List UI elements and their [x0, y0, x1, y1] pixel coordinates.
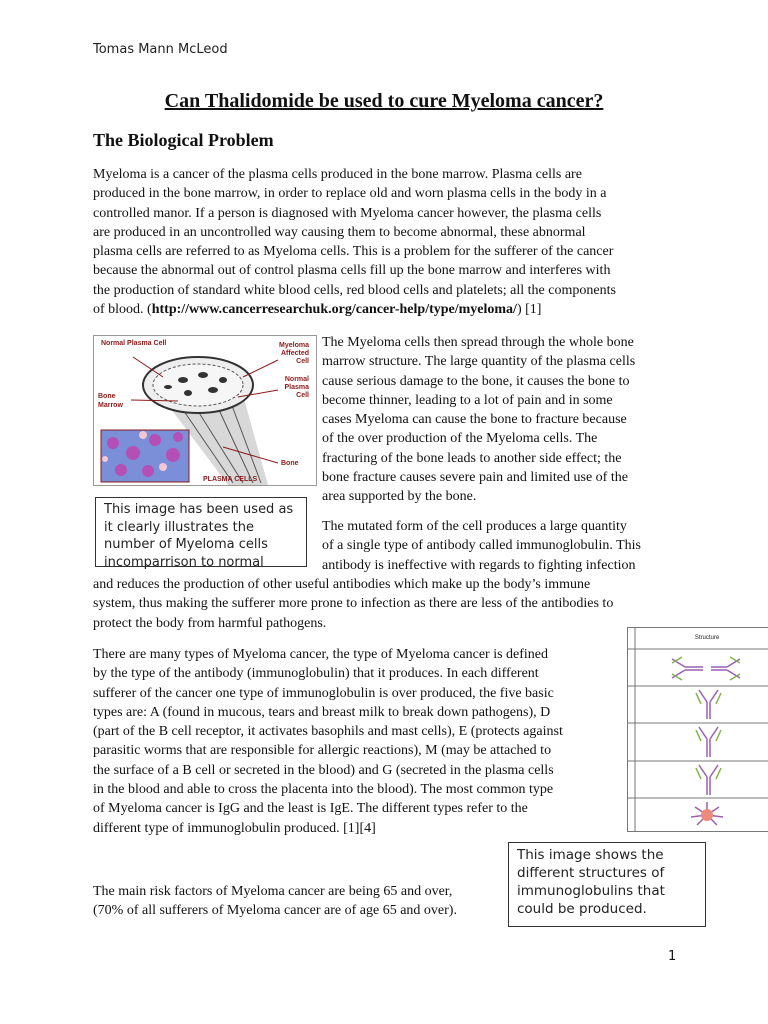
paragraph-3-wide: [93, 575, 613, 633]
text-line: because the abnormal out of control plasma cells fill up the bone marrow and interferes with: [93, 263, 611, 279]
text-line: of a single type of antibody called immunoglobulin. This: [322, 538, 641, 554]
page-number: 1: [668, 949, 677, 964]
text-line: Myeloma is a cancer of the plasma cells produced in the bone marrow. Plasma cells are: [93, 167, 582, 182]
label-affected: Affected: [280, 350, 309, 357]
text-line: of the over production of the Myeloma cells. The: [322, 431, 598, 447]
text-line: of Myeloma cancer is IgG and the least is IgE. The different types refer to the: [93, 801, 528, 817]
text-line: bone fracture causes severe pain and limited use of the: [322, 470, 628, 486]
label-plasma-cells: PLASMA CELLS: [203, 476, 258, 483]
paragraph-1: [93, 165, 616, 300]
text-line: sufferer of the cancer one type of immunoglobulin is over produced, the five basic: [93, 685, 554, 701]
text-line: could be produced.: [517, 901, 647, 917]
label-bone-shaft: Bone: [281, 460, 299, 467]
text-line: protect the body from harmful pathogens.: [93, 615, 327, 631]
section-heading: The Biological Problem: [93, 130, 274, 150]
text-line: The Myeloma cells then spread through the whole bone: [322, 335, 634, 350]
text-line: number of Myeloma cells: [104, 537, 268, 552]
immunoglobulin-structures-image: [627, 627, 768, 832]
table-header-structure: Structure: [694, 635, 720, 641]
text-line: The mutated form of the cell produces a large quantity: [322, 519, 627, 534]
figure-2-caption: [508, 842, 706, 927]
text-line: types are: A (found in mucous, tears and breast milk to break down pathogens), D: [93, 704, 551, 720]
text: ) [1]: [516, 302, 542, 317]
text: of blood. (: [93, 302, 152, 317]
label-normal: Normal: [284, 376, 309, 383]
paragraph-2: [322, 333, 635, 507]
text-line: it clearly illustrates the: [104, 519, 254, 535]
paragraph-3-narrow: [322, 517, 641, 575]
text-line: parasitic worms that are responsible for allergic reactions), M (may be attached to: [93, 743, 552, 759]
text-line: This image shows the: [517, 847, 664, 863]
label-normal-plasma-cell: Normal Plasma Cell: [101, 340, 167, 347]
label-myeloma: Myeloma: [279, 342, 309, 349]
label-cell: Cell: [296, 392, 309, 399]
text-line: antibody is ineffective with regards to fighting infection: [322, 557, 636, 573]
text-line: (part of the B cell receptor, it activates basophils and mast cells), E (protects against: [93, 724, 563, 740]
text-line: by the type of the antibody (immunoglobulin) that it produces. In each different: [93, 666, 539, 682]
text-line: The main risk factors of Myeloma cancer are being 65 and over,: [93, 884, 453, 899]
text-line: cases Myeloma can cause the bone to fracture because: [322, 412, 627, 428]
bone-marrow-diagram-image: [93, 335, 317, 486]
document-title: Can Thalidomide be used to cure Myeloma cancer?: [164, 90, 604, 112]
text-line: in the blood and able to cross the placenta into the blood). The most common type: [93, 782, 554, 798]
text-line: and reduces the production of other useful antibodies which make up the body’s immune: [93, 577, 591, 592]
paragraph-5: [93, 881, 457, 920]
text-line: This image has been used as: [104, 502, 294, 517]
text-line: plasma cells are referred to as Myeloma cells. This is a problem for the sufferer of the cancer: [93, 244, 614, 260]
figure-1-caption: [95, 497, 307, 570]
text-line: marrow structure. The large quantity of the plasma cells: [322, 354, 636, 370]
author-name: Tomas Mann McLeod: [93, 42, 228, 57]
text-line: area supported by the bone.: [322, 489, 477, 505]
label-plasma: Plasma: [284, 384, 309, 391]
text-line: different type of immunoglobulin produced. [1][4]: [93, 820, 376, 836]
label-bone: Bone: [98, 393, 116, 400]
text-line: system, thus making the sufferer more prone to infection as there are less of the antibodies to: [93, 596, 614, 612]
text-line: different structures of: [517, 865, 665, 881]
text-line: There are many types of Myeloma cancer, the type of Myeloma cancer is defined: [93, 647, 549, 662]
text-line: incomparrison to normal: [104, 554, 264, 570]
text-line: become thinner, leading to a lot of pain and in some: [322, 392, 613, 408]
text-line: immunoglobulins that: [517, 883, 665, 899]
text-line: are produced in an uncontrolled way causing them to become abnormal, these abnormal: [93, 224, 586, 240]
label-marrow: Marrow: [98, 402, 123, 409]
text-line: the surface of a B cell or secreted in the blood) and G (secreted in the plasma cells: [93, 762, 554, 778]
text-line: (70% of all sufferers of Myeloma cancer are of age 65 and over).: [93, 903, 457, 919]
label-cell: Cell: [296, 358, 309, 365]
paragraph-1-citation-line: [93, 300, 541, 319]
text-line: produced in the bone marrow, in order to replace old and worn plasma cells in the body in a: [93, 186, 607, 202]
text-line: controlled manor. If a person is diagnosed with Myeloma cancer however, the plasma cells: [93, 205, 602, 221]
text-line: fracturing of the bone leads to another side effect; the: [322, 450, 622, 466]
text-line: cause serious damage to the bone, it causes the bone to: [322, 373, 630, 389]
paragraph-4: [93, 645, 563, 838]
text-line: the production of standard white blood cells, red blood cells and platelets; all the components: [93, 282, 616, 298]
source-url-link[interactable]: http://www.cancerresearchuk.org/cancer-help/type/myeloma/: [151, 302, 517, 317]
